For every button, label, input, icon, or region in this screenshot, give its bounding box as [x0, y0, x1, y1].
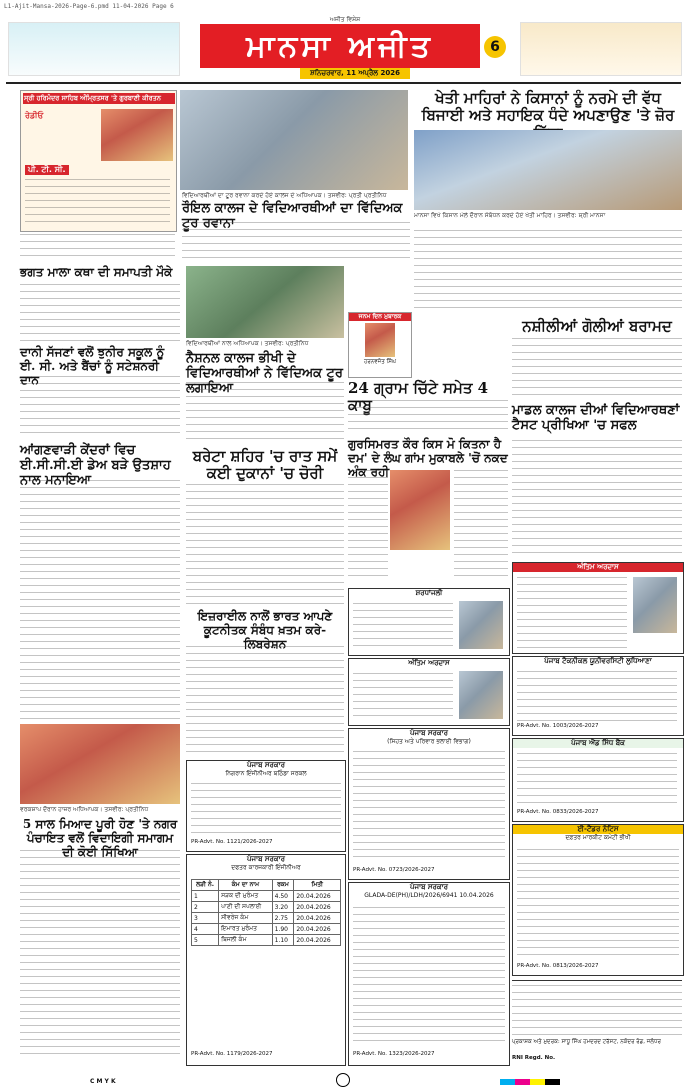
- ps3-footer: PR-Advt. No. 0723/2026-2027: [353, 867, 435, 873]
- glada-sub: GLADA-DE(PH)/LDH/2026/6941 10.04.2026: [364, 892, 494, 899]
- table-cell: 20.04.2026: [294, 924, 341, 935]
- farmers-photo: [414, 130, 682, 210]
- gurpreet-body-right: [454, 470, 508, 580]
- punjab-sarkar-ad-1: [186, 760, 346, 852]
- bank-footer: PR-Advt. No. 0833/2026-2027: [517, 809, 599, 815]
- workshop-photo: [20, 724, 180, 804]
- masthead-tagline: ਅਜੀਤ ਵਿਸ਼ੇਸ਼: [329, 16, 361, 23]
- masthead-right-illustration: [520, 22, 682, 76]
- tender-text: [517, 849, 679, 959]
- glada-text: [353, 907, 505, 1047]
- condolence-3-title: ਅੰਤਿਮ ਅਰਦਾਸ: [408, 659, 450, 667]
- glada-title: ਪੰਜਾਬ ਸਰਕਾਰ: [409, 883, 448, 891]
- liberation-body: [186, 646, 344, 756]
- condolence-1-text: [517, 577, 627, 649]
- table-cell: 3: [192, 913, 219, 924]
- condolence-2-title: ਸ਼ਰਧਾਂਜਲੀ: [415, 589, 443, 597]
- glada-footer: PR-Advt. No. 1323/2026-2027: [353, 1051, 435, 1057]
- national-college-caption: ਵਿਦਿਆਰਥੀਆਂ ਨਾਲ ਅਧਿਆਪਕ। ਤਸਵੀਰ: ਪ੍ਰਤੀਨਿਧ: [186, 340, 309, 347]
- anganwadi-headline: ਆਂਗਣਵਾੜੀ ਕੇਂਦਰਾਂ ਵਿਚ ਈ.ਸੀ.ਸੀ.ਈ ਡੇਅ ਬੜੇ ਉਤਸ਼ਾਹ ਨਾਲ ਮਨਾਇਆ: [20, 443, 171, 488]
- bhagat-mala-body: [20, 284, 180, 342]
- table-cell: 2.75: [272, 913, 294, 924]
- table-cell: 20.04.2026: [294, 935, 341, 946]
- bank-text: [517, 753, 677, 807]
- birthday-label: ਜਨਮ ਦਿਨ ਮੁਬਾਰਕ: [349, 313, 411, 321]
- tender-title: ਈ-ਟੈਂਡਰ ਨੋਟਿਸ: [513, 825, 683, 834]
- ps1-text: [191, 783, 341, 837]
- ps2-th: ਕੰਮ ਦਾ ਨਾਮ: [219, 880, 272, 891]
- temple-sub-radio: ਰੇਡੀਓ: [25, 111, 44, 120]
- ps1-title: ਪੰਜਾਬ ਸਰਕਾਰ: [246, 761, 285, 769]
- imprint-lines: [512, 985, 682, 1035]
- table-cell: 20.04.2026: [294, 902, 341, 913]
- table-row: [192, 935, 341, 946]
- condolence-1-title: ਅੰਤਿਮ ਅਰਦਾਸ: [513, 563, 683, 572]
- gurpreet-photo: [390, 470, 450, 550]
- seizure-body: [348, 400, 508, 434]
- table-cell: ਪਾਣੀ ਦੀ ਸਪਲਾਈ: [219, 902, 272, 913]
- table-cell: 20.04.2026: [294, 891, 341, 902]
- ps2-table-header: [192, 880, 341, 891]
- royal-college-photo: [180, 90, 408, 190]
- bank-title: ਪੰਜਾਬ ਐਂਡ ਸਿੰਧ ਬੈਂਕ: [513, 739, 683, 748]
- university-ad: [512, 656, 684, 736]
- ps1-footer: PR-Advt. No. 1121/2026-2027: [191, 839, 273, 845]
- imprint-box: [512, 980, 682, 1065]
- royal-college-headline: ਰੌਇਲ ਕਾਲਜ ਦੇ ਵਿਦਿਆਰਥੀਆਂ ਦਾ ਵਿੱਦਿਅਕ ਟੂਰ ਰਵਾਨਾ: [182, 201, 403, 231]
- ps3-text: [353, 751, 505, 863]
- ps2-th: ਲੜੀ ਨੰ.: [192, 880, 219, 891]
- table-cell: 3.20: [272, 902, 294, 913]
- table-cell: 1.90: [272, 924, 294, 935]
- table-row: [192, 913, 341, 924]
- ps2-table: [191, 879, 341, 946]
- tender-sub: ਦਫ਼ਤਰ ਮਾਰਕੀਟ ਕਮੇਟੀ ਭੀਖੀ: [565, 834, 631, 841]
- color-bar: [500, 1079, 560, 1085]
- ps1-sub: ਨਿਗਰਾਨ ਇੰਜੀਨੀਅਰ ਬਠਿੰਡਾ ਸਰਕਲ: [225, 770, 307, 777]
- temple-label: ਸ੍ਰੀ ਹਰਿਮੰਦਰ ਸਾਹਿਬ ਅੰਮ੍ਰਿਤਸਰ 'ਤੇ ਗੁਰਬਾਣੀ ਕੀਰਤਨ: [23, 93, 175, 104]
- table-cell: ਇਮਾਰਤ ਮੁਰੰਮਤ: [219, 924, 272, 935]
- imprint-text: ਪ੍ਰਕਾਸ਼ਕ ਅਤੇ ਮੁਦਰਕ: ਸਾਧੂ ਸਿੰਘ ਹਮਦਰਦ ਟਰੱਸਟ, ਨਕੋਦਰ ਰੋਡ, ਜਲੰਧਰ: [512, 1039, 661, 1045]
- masthead-left-illustration: [8, 22, 180, 76]
- table-cell: ਬਿਜਲੀ ਕੰਮ: [219, 935, 272, 946]
- ps2-th: ਰਕਮ: [272, 880, 294, 891]
- farmers-body: [414, 230, 682, 310]
- condolence-1-photo: [633, 577, 677, 633]
- national-college-body: [186, 382, 344, 444]
- masthead-date: ਸ਼ਨਿਚਰਵਾਰ, 11 ਅਪ੍ਰੈਲ 2026: [300, 68, 410, 79]
- condolence-ad-2: [348, 588, 510, 656]
- national-college-photo: [186, 266, 344, 338]
- temple-radio-box: [20, 90, 177, 232]
- temple-photo: [101, 109, 173, 161]
- workshop-body: [20, 850, 180, 1060]
- table-cell: 2: [192, 902, 219, 913]
- table-row: [192, 891, 341, 902]
- cmyk-mark: C M Y K: [90, 1078, 116, 1085]
- ps3-title: ਪੰਜਾਬ ਸਰਕਾਰ: [409, 729, 448, 737]
- bank-ad: [512, 738, 684, 822]
- birthday-name: ਹਰਨਵਜੋਤ ਸਿੰਘ: [363, 359, 397, 365]
- ps2-th: ਮਿਤੀ: [294, 880, 341, 891]
- punjab-sarkar-ad-2: [186, 854, 346, 1066]
- tender-footer: PR-Advt. No. 0813/2026-2027: [517, 963, 599, 969]
- condolence-2-text: [353, 603, 453, 651]
- national-college-headline: ਨੈਸ਼ਨਲ ਕਾਲਜ ਭੀਖੀ ਦੇ ਵਿਦਿਆਰਥੀਆਂ ਨੇ ਵਿੱਦਿਅਕ ਟੂਰ ਲਗਾਇਆ: [186, 351, 343, 396]
- table-cell: 4: [192, 924, 219, 935]
- table-cell: 5: [192, 935, 219, 946]
- university-footer: PR-Advt. No. 1003/2026-2027: [517, 723, 599, 729]
- condolence-3-text: [353, 673, 453, 721]
- donors-body: [20, 376, 180, 434]
- liberation-headline: ਇਜ਼ਰਾਈਲ ਨਾਲੋਂ ਭਾਰਤ ਆਪਣੇ ਕੂਟਨੀਤਕ ਸੰਬੰਧ ਖ਼ਤਮ ਕਰੇ-ਲਿਬਰੇਸ਼ਨ: [197, 609, 333, 651]
- temple-sub-ptc: ਪੀ. ਟੀ. ਸੀ.: [25, 165, 69, 175]
- table-cell: 1.10: [272, 935, 294, 946]
- condolence-2-photo: [459, 601, 503, 649]
- file-info-strip: L1-Ajit-Mansa-2026-Page-6.pmd 11-04-2026 Page 6: [4, 3, 174, 10]
- masthead-rule: [6, 82, 681, 84]
- farmers-caption: ਮਾਨਸਾ ਵਿਖੇ ਕਿਸਾਨ ਮੇਲੇ ਦੌਰਾਨ ਸੰਬੋਧਨ ਕਰਦੇ ਹੋਏ ਖੇਤੀ ਮਾਹਿਰ। ਤਸਵੀਰ: ਸ਼੍ਰੀ ਮਾਨਸਾ: [414, 212, 606, 219]
- page-number: 6: [484, 36, 506, 58]
- birthday-photo: [365, 323, 395, 357]
- royal-college-body: [182, 222, 410, 262]
- condolence-ad-3: [348, 658, 510, 726]
- table-cell: 1: [192, 891, 219, 902]
- seizure-headline: 24 ਗ੍ਰਾਮ ਚਿੱਟੇ ਸਮੇਤ 4 ਕਾਬੂ: [348, 379, 489, 415]
- tender-ad: [512, 824, 684, 976]
- mansa-college-body: [512, 440, 682, 558]
- pills-headline: ਨਸ਼ੀਲੀਆਂ ਗੋਲੀਆਂ ਬਰਾਮਦ: [522, 317, 672, 335]
- table-cell: 20.04.2026: [294, 913, 341, 924]
- rni-text: RNI Regd. No.: [512, 1055, 556, 1061]
- bareta-body: [186, 484, 344, 604]
- gurpreet-body-left: [348, 470, 388, 580]
- ps2-sub: ਦਫਤਰ ਕਾਰਜਕਾਰੀ ਇੰਜੀਨੀਅਰ: [231, 864, 301, 871]
- masthead-title: ਮਾਨਸਾ ਅਜੀਤ: [200, 24, 480, 68]
- bhagat-mala-headline: ਭਗਤ ਮਾਲਾ ਕਥਾ ਦੀ ਸਮਾਪਤੀ ਮੌਕੇ: [20, 265, 173, 279]
- farmers-headline: ਖੇਤੀ ਮਾਹਿਰਾਂ ਨੇ ਕਿਸਾਨਾਂ ਨੂੰ ਨਰਮੇ ਦੀ ਵੱਧ ਬਿਜਾਈ ਅਤੇ ਸਹਾਇਕ ਧੰਦੇ ਅਪਣਾਉਣ 'ਤੇ ਜ਼ੋਰ: [421, 89, 675, 125]
- table-row: [192, 902, 341, 913]
- anganwadi-body: [20, 480, 180, 720]
- bareta-headline: ਬਰੇਟਾ ਸ਼ਹਿਰ 'ਚ ਰਾਤ ਸਮੇਂ ਕਈ ਦੁਕਾਨਾਂ 'ਚ ਚੋਰੀ: [192, 447, 338, 483]
- royal-college-caption: ਵਿਦਿਆਰਥੀਆਂ ਦਾ ਟੂਰ ਰਵਾਨਾ ਕਰਦੇ ਹੋਏ ਕਾਲਜ ਦੇ ਅਧਿਆਪਕ। ਤਸਵੀਰ: ਪ੍ਰਤੀ ਪ੍ਰਤੀਨਿਧ: [182, 192, 387, 199]
- workshop-headline: 5 ਸਾਲ ਮਿਆਦ ਪੂਰੀ ਹੋਣ 'ਤੇ ਨਗਰ ਪੰਚਾਇਤ ਵਲੋਂ ਵਿਦਾਇਗੀ ਸਮਾਗਮ ਦੀ ਕੋਈ ਸਿੱਖਿਆ: [22, 817, 178, 859]
- condolence-ad-1: [512, 562, 684, 654]
- mansa-college-headline: ਮਾਡਲ ਕਾਲਜ ਦੀਆਂ ਵਿਦਿਆਰਥਣਾਂ ਟੈਸਟ ਪ੍ਰੀਖਿਆ 'ਚ ਸਫਲ: [512, 403, 680, 433]
- table-row: [192, 924, 341, 935]
- university-title: ਪੰਜਾਬ ਟੈਕਨੀਕਲ ਯੂਨੀਵਰਸਿਟੀ ਲੁਧਿਆਣਾ: [544, 657, 652, 665]
- condolence-3-photo: [459, 671, 503, 719]
- registration-mark-icon: [336, 1073, 350, 1087]
- ps2-footer: PR-Advt. No. 1179/2026-2027: [191, 1051, 273, 1057]
- table-cell: ਸੀਵਰੇਜ ਕੰਮ: [219, 913, 272, 924]
- punjab-sarkar-ad-3: [348, 728, 510, 880]
- ps2-title: ਪੰਜਾਬ ਸਰਕਾਰ: [246, 855, 285, 863]
- ps3-sub: (ਸਿਹਤ ਅਤੇ ਪਰਿਵਾਰ ਭਲਾਈ ਵਿਭਾਗ): [387, 738, 471, 745]
- pills-body: [512, 338, 682, 400]
- glada-ad: [348, 882, 510, 1066]
- university-text: [517, 671, 677, 721]
- table-cell: ਸੜਕ ਦੀ ਮੁਰੰਮਤ: [219, 891, 272, 902]
- table-cell: 4.50: [272, 891, 294, 902]
- gurpreet-headline: ਗੁਰਸਿਮਰਤ ਕੌਰ ਕਿਸ ਮੋ ਕਿਤਨਾ ਹੈ ਦਮ' ਦੇ ਲੰਘ ਗਾਂਮ ਮੁਕਾਬਲੇ 'ਚੋਂ ਨਕਦ ਅੰਕ ਰਹੀ: [348, 437, 508, 479]
- temple-schedule-text: [25, 179, 170, 227]
- birthday-box: [348, 312, 412, 378]
- temple-footnote: [20, 234, 175, 262]
- donors-headline: ਦਾਨੀ ਸੱਜਣਾਂ ਵਲੋਂ ਝੁਨੀਰ ਸਕੂਲ ਨੂੰ ਈ. ਸੀ. ਅਤੇ ਬੈਂਚਾਂ ਨੂੰ ਸਟੇਸ਼ਨਰੀ ਦਾਨ: [20, 345, 165, 387]
- workshop-caption: ਵਰਕਸ਼ਾਪ ਦੌਰਾਨ ਹਾਜ਼ਰ ਅਧਿਆਪਕ। ਤਸਵੀਰ: ਪ੍ਰਤੀਨਿਧ: [20, 806, 149, 813]
